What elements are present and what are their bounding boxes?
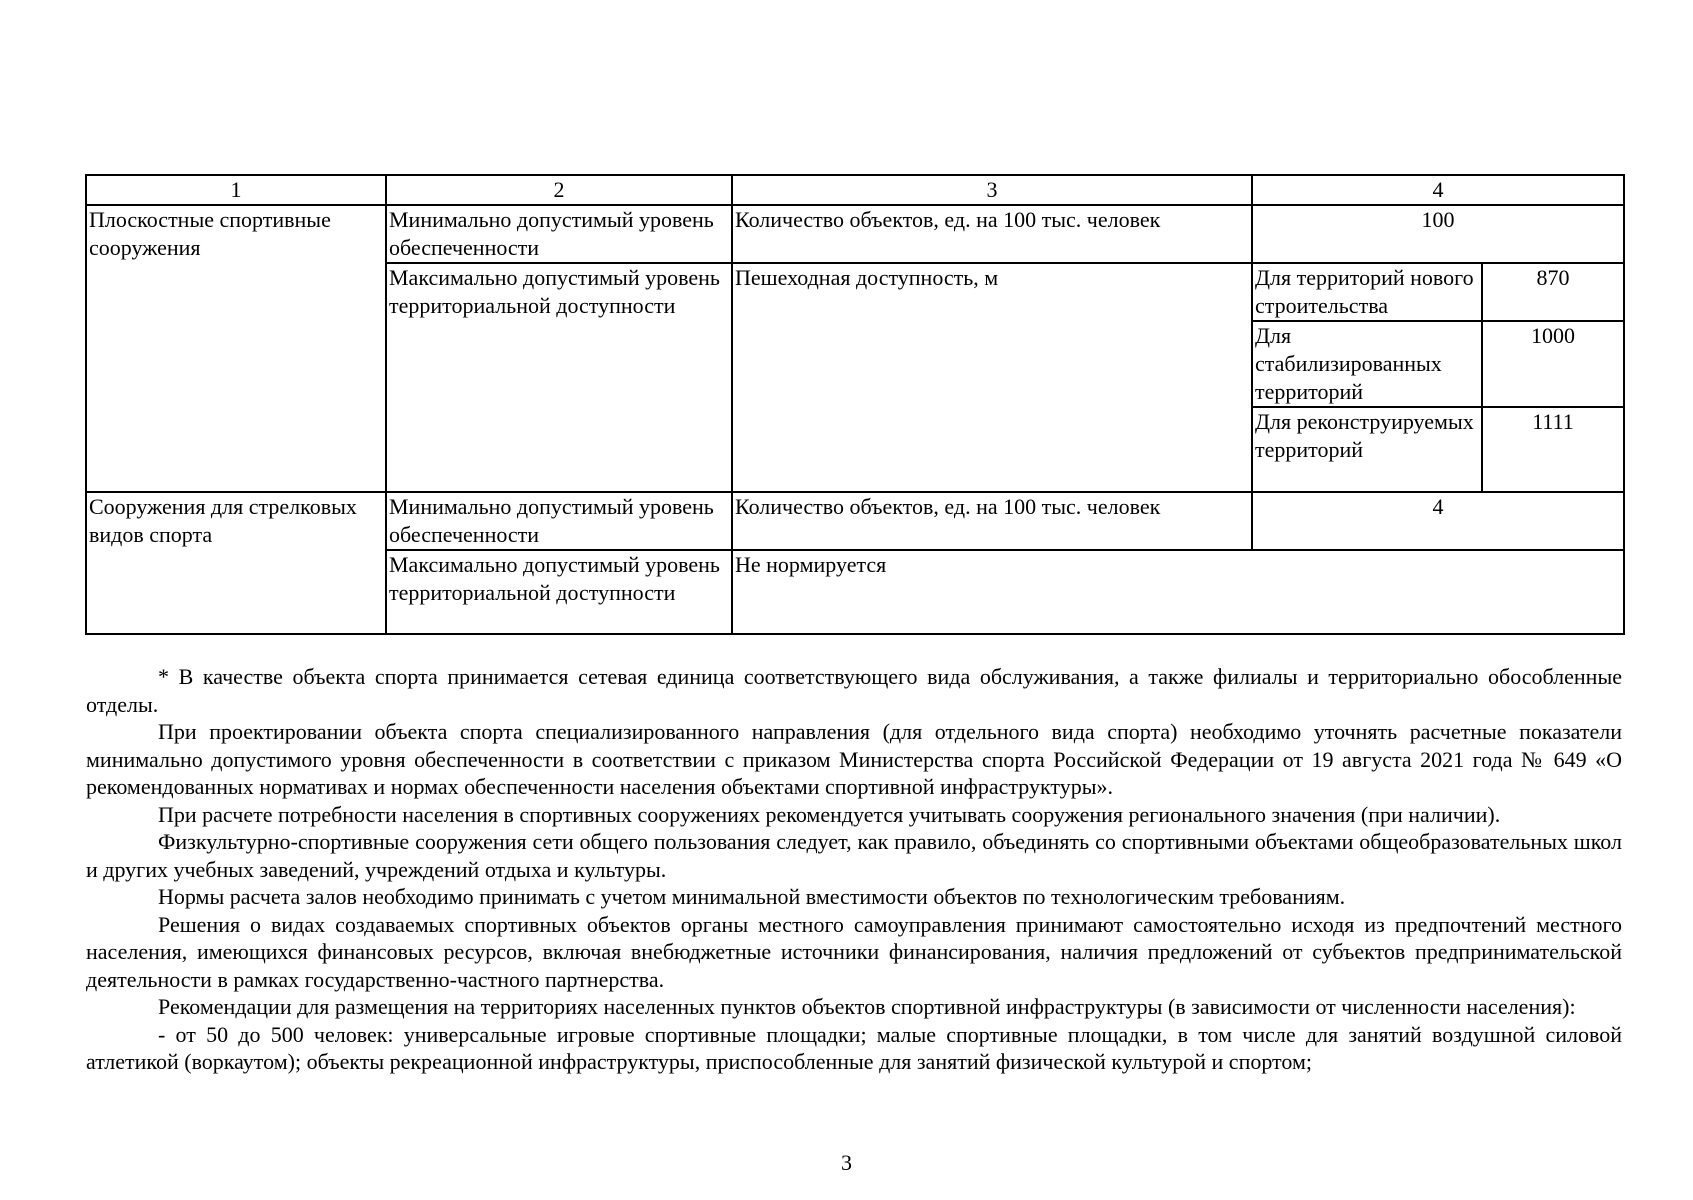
- footnote-paragraph: * В качестве объекта спорта принимается сетевая единица соответствующего вида обслуживания, а также филиалы и территориально обособленные отделы.: [86, 664, 1622, 717]
- note-paragraph: Решения о видах создаваемых спортивных объектов органы местного самоуправления принимают самостоятельно исходя из предпочтений местного населения, имеющихся финансовых ресурсов, включая внебюджетные источники финансирования, наличия предложений от субъектов предпринимательской деятельности в рамках государственно-частного партнерства.: [86, 911, 1622, 992]
- territory-type-cell: Для реконструируемых территорий: [1252, 407, 1482, 492]
- column-header: 2: [386, 175, 732, 205]
- indicator-name-cell: Не нормируется: [732, 550, 1624, 634]
- table-row: [86, 205, 1624, 263]
- indicator-value-cell: 870: [1482, 263, 1624, 321]
- note-paragraph: Нормы расчета залов необходимо принимать с учетом минимальной вместимости объектов по технологическим требованиям.: [158, 884, 1346, 909]
- indicator-value-cell: 100: [1252, 205, 1624, 263]
- indicator-name-cell: Пешеходная доступность, м: [732, 263, 1252, 492]
- note-paragraph: При расчете потребности населения в спортивных сооружениях рекомендуется учитывать сооружения регионального значения (при наличии).: [158, 801, 1501, 827]
- indicator-value-cell: 1000: [1482, 321, 1624, 407]
- column-header: 4: [1252, 175, 1624, 205]
- norms-table: [85, 174, 1625, 635]
- page-number: 3: [841, 1150, 852, 1175]
- table-row: [86, 492, 1624, 550]
- object-name-cell: Плоскостные спортивные сооружения: [86, 205, 386, 492]
- note-list-item: - от 50 до 500 человек: универсальные игровые спортивные площадки; малые спортивные площадки, в том числе для занятий воздушной силовой атлетикой (воркаутом); объекты рекреационной инфраструктуры, приспособленные для занятий физической культурой и спортом;: [86, 1021, 1622, 1074]
- notes-section: [86, 663, 1622, 1076]
- column-header: 3: [732, 175, 1252, 205]
- indicator-type-cell: Минимально допустимый уровень обеспеченности: [386, 492, 732, 550]
- indicator-type-cell: Максимально допустимый уровень территориальной доступности: [386, 550, 732, 634]
- column-header: 1: [86, 175, 386, 205]
- territory-type-cell: Для стабилизированных территорий: [1252, 321, 1482, 407]
- indicator-value-cell: 1111: [1482, 407, 1624, 492]
- object-name-cell: Сооружения для стрелковых видов спорта: [86, 492, 386, 634]
- indicator-name-cell: Количество объектов, ед. на 100 тыс. человек: [732, 205, 1252, 263]
- note-paragraph: При проектировании объекта спорта специализированного направления (для отдельного вида спорта) необходимо уточнять расчетные показатели минимально допустимого уровня обеспеченности в соответствии с приказом Министерства спорта Российской Федерации от 19 августа 2021 года № 649 «О рекомендованных нормативах и нормах обеспеченности населения объектами спортивной инфраструктуры».: [86, 719, 1622, 799]
- indicator-type-cell: Минимально допустимый уровень обеспеченности: [386, 205, 732, 263]
- note-paragraph: Физкультурно-спортивные сооружения сети общего пользования следует, как правило, объединять со спортивными объектами общеобразовательных школ и других учебных заведений, учреждений отдыха и культуры.: [86, 829, 1622, 882]
- note-paragraph: Рекомендации для размещения на территориях населенных пунктов объектов спортивной инфраструктуры (в зависимости от численности населения):: [158, 994, 1576, 1019]
- indicator-name-cell: Количество объектов, ед. на 100 тыс. человек: [732, 492, 1252, 550]
- indicator-type-cell: Максимально допустимый уровень территориальной доступности: [386, 263, 732, 492]
- indicator-value-cell: 4: [1252, 492, 1624, 550]
- table-header-row: [86, 175, 1624, 205]
- territory-type-cell: Для территорий нового строительства: [1252, 263, 1482, 321]
